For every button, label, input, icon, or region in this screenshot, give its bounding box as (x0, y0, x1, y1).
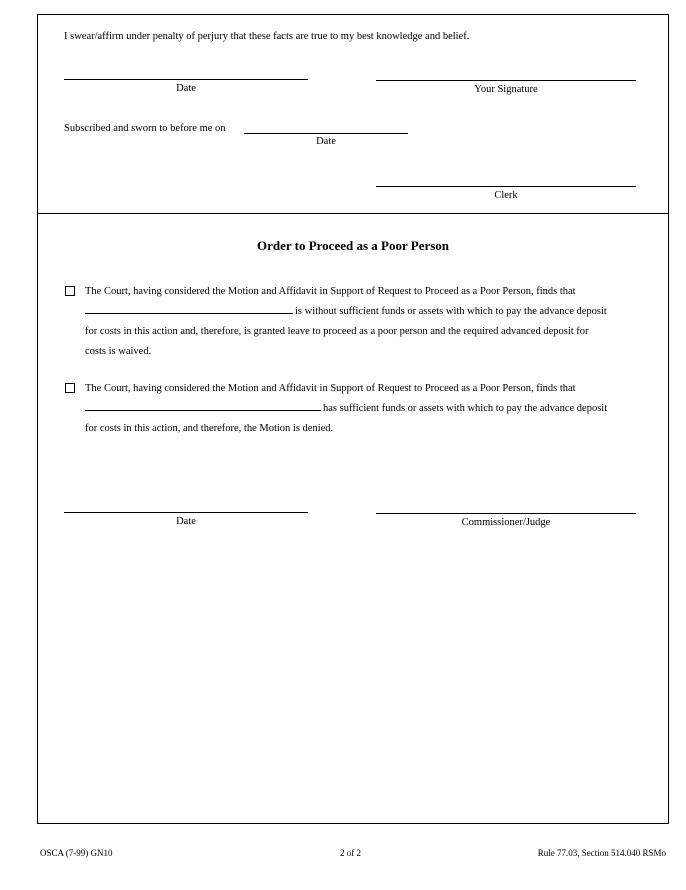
granted-line-2 (85, 302, 607, 322)
order-date-label: Date (176, 516, 196, 527)
form-id: OSCA (7-99) GN10 (40, 848, 113, 858)
rule-reference: Rule 77.03, Section 514.040 RSMo (537, 848, 666, 858)
granted-name-blank[interactable] (85, 304, 293, 314)
sworn-date-line[interactable] (244, 133, 408, 134)
denied-checkbox[interactable] (65, 383, 75, 393)
clerk-label: Clerk (494, 190, 518, 201)
order-title: Order to Proceed as a Poor Person (256, 238, 450, 253)
granted-checkbox[interactable] (65, 286, 75, 296)
perjury-statement: I swear/affirm under penalty of perjury that these facts are true to my best knowledge and belief. (64, 31, 470, 42)
sworn-text: Subscribed and sworn to before me on (64, 123, 226, 134)
granted-line-2-text: is without sufficient funds or assets with which to pay the advance deposit (295, 306, 607, 317)
date-label: Date (176, 83, 196, 94)
section-divider (38, 213, 668, 214)
judge-signature-line[interactable] (376, 513, 636, 514)
denied-line-1: The Court, having considered the Motion and Affidavit in Support of Request to Proceed as a Poor Person, finds that (85, 383, 576, 394)
judge-label: Commissioner/Judge (461, 517, 551, 528)
denied-paragraph (85, 379, 607, 439)
order-date-line[interactable] (64, 512, 308, 513)
sworn-date-label: Date (316, 136, 336, 147)
denied-line-3: for costs in this action, and therefore, the Motion is denied. (85, 423, 334, 434)
clerk-signature-line[interactable] (376, 186, 636, 187)
granted-line-1: The Court, having considered the Motion and Affidavit in Support of Request to Proceed as a Poor Person, finds that (85, 286, 576, 297)
date-signature-line[interactable] (64, 79, 308, 80)
denied-line-2 (85, 399, 607, 419)
your-signature-label: Your Signature (474, 84, 538, 95)
granted-paragraph (85, 282, 607, 362)
your-signature-line[interactable] (376, 80, 636, 81)
denied-line-2-text: has sufficient funds or assets with which to pay the advance deposit (323, 403, 608, 414)
granted-line-3: for costs in this action and, therefore, is granted leave to proceed as a poor person and the required advanced deposit for (85, 326, 589, 337)
denied-name-blank[interactable] (85, 401, 321, 411)
form-frame (37, 14, 669, 824)
page-number: 2 of 2 (340, 848, 361, 858)
granted-line-4: costs is waived. (85, 346, 152, 357)
